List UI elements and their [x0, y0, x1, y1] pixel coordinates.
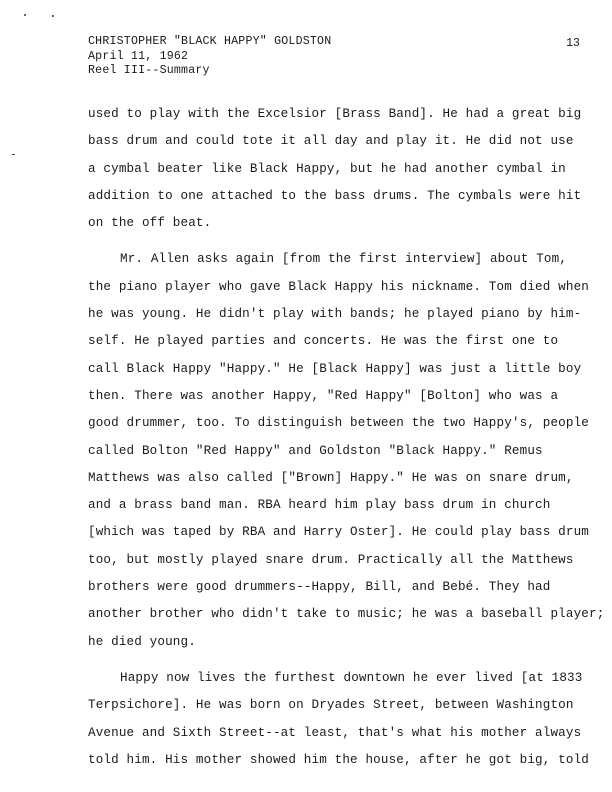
text-line: Avenue and Sixth Street--at least, that's what his mother always [88, 725, 582, 740]
header-title: CHRISTOPHER "BLACK HAPPY" GOLDSTON [88, 35, 332, 48]
header-date: April 11, 1962 [88, 49, 189, 63]
text-line: he died young. [88, 634, 196, 649]
header-reel: Reel III--Summary [88, 64, 210, 77]
text-line: addition to one attached to the bass drums. The cymbals were hit [88, 188, 582, 203]
scan-speck [12, 154, 15, 155]
page-number: 13 [566, 37, 580, 50]
text-line: told him. His mother showed him the house, after he got big, told [88, 752, 589, 767]
text-line: [which was taped by RBA and Harry Oster]. He could play bass drum [88, 525, 589, 540]
text-line: Terpsichore]. He was born on Dryades Street, between Washington [88, 698, 574, 713]
text-line: he was young. He didn't play with bands; he played piano by him- [88, 307, 582, 322]
scan-speck [52, 15, 54, 17]
paragraph-1 [88, 101, 582, 237]
text-line: on the off beat. [88, 216, 212, 231]
text-line: called Bolton "Red Happy" and Goldston "Black Happy." Remus [88, 443, 543, 458]
text-line: Happy now lives the furthest downtown he ever lived [at 1833 [120, 670, 583, 685]
text-line: brothers were good drummers--Happy, Bill, and Bebé. They had [88, 580, 551, 595]
text-line: Mr. Allen asks again [from the first interview] about Tom, [120, 252, 568, 267]
paragraph-3 [88, 665, 589, 774]
text-line: then. There was another Happy, "Red Happy" [Bolton] who was a [88, 388, 559, 403]
text-line: Matthews was also called ["Brown] Happy." He was on snare drum, [88, 470, 574, 485]
text-line: good drummer, too. To distinguish between the two Happy's, people [88, 416, 589, 431]
text-line: another brother who didn't take to music; he was a baseball player; [88, 607, 605, 622]
paragraph-2 [88, 246, 605, 655]
text-line: bass drum and could tote it all day and play it. He did not use [88, 134, 574, 149]
text-line: the piano player who gave Black Happy his nickname. Tom died when [88, 279, 589, 294]
text-line: a cymbal beater like Black Happy, but he had another cymbal in [88, 161, 566, 176]
text-line: too, but mostly played snare drum. Practically all the Matthews [88, 552, 574, 567]
text-line: self. He played parties and concerts. He was the first one to [88, 334, 559, 349]
scan-speck [24, 14, 26, 16]
text-line: call Black Happy "Happy." He [Black Happy] was just a little boy [88, 361, 582, 376]
body-text [88, 101, 605, 774]
text-line: and a brass band man. RBA heard him play bass drum in church [88, 498, 551, 513]
text-line: used to play with the Excelsior [Brass Band]. He had a great big [88, 107, 582, 121]
document-header [88, 35, 331, 79]
